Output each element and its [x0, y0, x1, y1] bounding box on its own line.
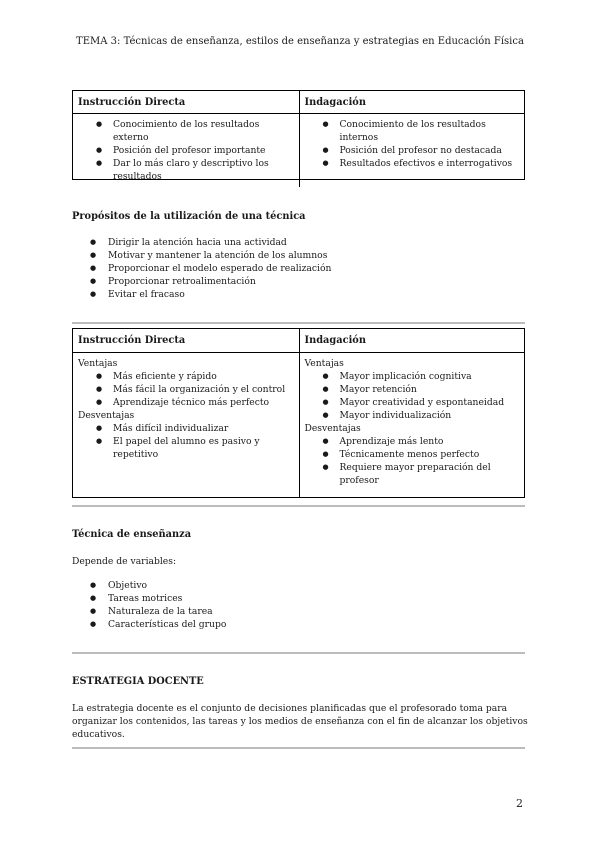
list-item: ● Mayor creatividad y espontaneidad	[305, 396, 520, 409]
comparison-table-1	[72, 90, 525, 180]
strategy-title: ESTRATEGIA DOCENTE	[72, 676, 204, 687]
strategy-text: La estrategia docente es el conjunto de decisiones planificadas que el profesorado toma para organizar los contenidos, las tareas y los medios de enseñanza con el fin de alcanzar los objetivos educativos.	[72, 703, 528, 740]
list-item: ● Dar lo más claro y descriptivo los resultados	[78, 157, 294, 183]
list-item: ● Más difícil individualizar	[78, 422, 294, 435]
list-item: ● Proporcionar el modelo esperado de realización	[72, 262, 525, 275]
divider	[72, 652, 525, 654]
purposes-list	[72, 236, 525, 301]
comparison-table-2	[72, 328, 525, 498]
direct-instruction-cell	[73, 353, 299, 497]
header-inquiry: Indagación	[299, 329, 525, 352]
table-header-row	[73, 91, 524, 114]
list-item: ● Mayor retención	[305, 383, 520, 396]
purposes-title: Propósitos de la utilización de una técnica	[72, 211, 306, 222]
advantages-label: Ventajas	[304, 358, 344, 369]
list-item: ● Dirigir la atención hacia una actividad	[72, 236, 525, 249]
inquiry-list	[305, 118, 520, 170]
list-item: ● Evitar el fracaso	[72, 288, 525, 301]
direct-instruction-cell	[73, 114, 299, 187]
list-item: ● Tareas motrices	[72, 592, 525, 605]
disadvantages-list	[78, 422, 294, 461]
list-item: ● Aprendizaje técnico más perfecto	[78, 396, 294, 409]
table-header-row	[73, 329, 524, 353]
divider	[72, 505, 525, 507]
list-item: ● Requiere mayor preparación del profesor	[305, 461, 520, 487]
table-body-row	[73, 114, 524, 187]
list-item: ● Mayor individualización	[305, 409, 520, 422]
inquiry-cell	[299, 114, 525, 187]
disadvantages-label: Desventajas	[304, 423, 361, 434]
technique-list	[72, 579, 525, 631]
direct-instruction-list	[78, 118, 294, 183]
advantages-list	[78, 370, 294, 409]
divider	[72, 747, 525, 749]
list-item: ● Mayor implicación cognitiva	[305, 370, 520, 383]
advantages-label: Ventajas	[78, 358, 118, 369]
list-item: ● Más fácil la organización y el control	[78, 383, 294, 396]
list-item: ● Posición del profesor importante	[78, 144, 294, 157]
list-item: ● Resultados efectivos e interrogativos	[305, 157, 520, 170]
header-direct-instruction: Instrucción Directa	[78, 97, 186, 108]
divider	[72, 322, 525, 324]
list-item: ● Características del grupo	[72, 618, 525, 631]
technique-intro: Depende de variables:	[72, 556, 177, 567]
header-direct-instruction: Instrucción Directa	[78, 335, 186, 346]
list-item: ● Conocimiento de los resultados internos	[305, 118, 520, 144]
list-item: ● El papel del alumno es pasivo y repetitivo	[78, 435, 294, 461]
inquiry-cell	[299, 353, 525, 497]
table-body-row	[73, 353, 524, 497]
list-item: ● Más eficiente y rápido	[78, 370, 294, 383]
list-item: ● Conocimiento de los resultados externo	[78, 118, 294, 144]
list-item: ● Aprendizaje más lento	[305, 435, 520, 448]
header-inquiry: Indagación	[299, 91, 525, 113]
list-item: ● Naturaleza de la tarea	[72, 605, 525, 618]
disadvantages-list	[305, 435, 520, 487]
list-item: ● Posición del profesor no destacada	[305, 144, 520, 157]
list-item: ● Objetivo	[72, 579, 525, 592]
list-item: ● Técnicamente menos perfecto	[305, 448, 520, 461]
advantages-list	[305, 370, 520, 422]
page-header: TEMA 3: Técnicas de enseñanza, estilos de enseñanza y estrategias en Educación Física	[76, 36, 524, 47]
list-item: ● Motivar y mantener la atención de los alumnos	[72, 249, 525, 262]
list-item: ● Proporcionar retroalimentación	[72, 275, 525, 288]
technique-title: Técnica de enseñanza	[72, 529, 192, 540]
disadvantages-label: Desventajas	[78, 410, 135, 421]
page-number: 2	[516, 797, 523, 810]
